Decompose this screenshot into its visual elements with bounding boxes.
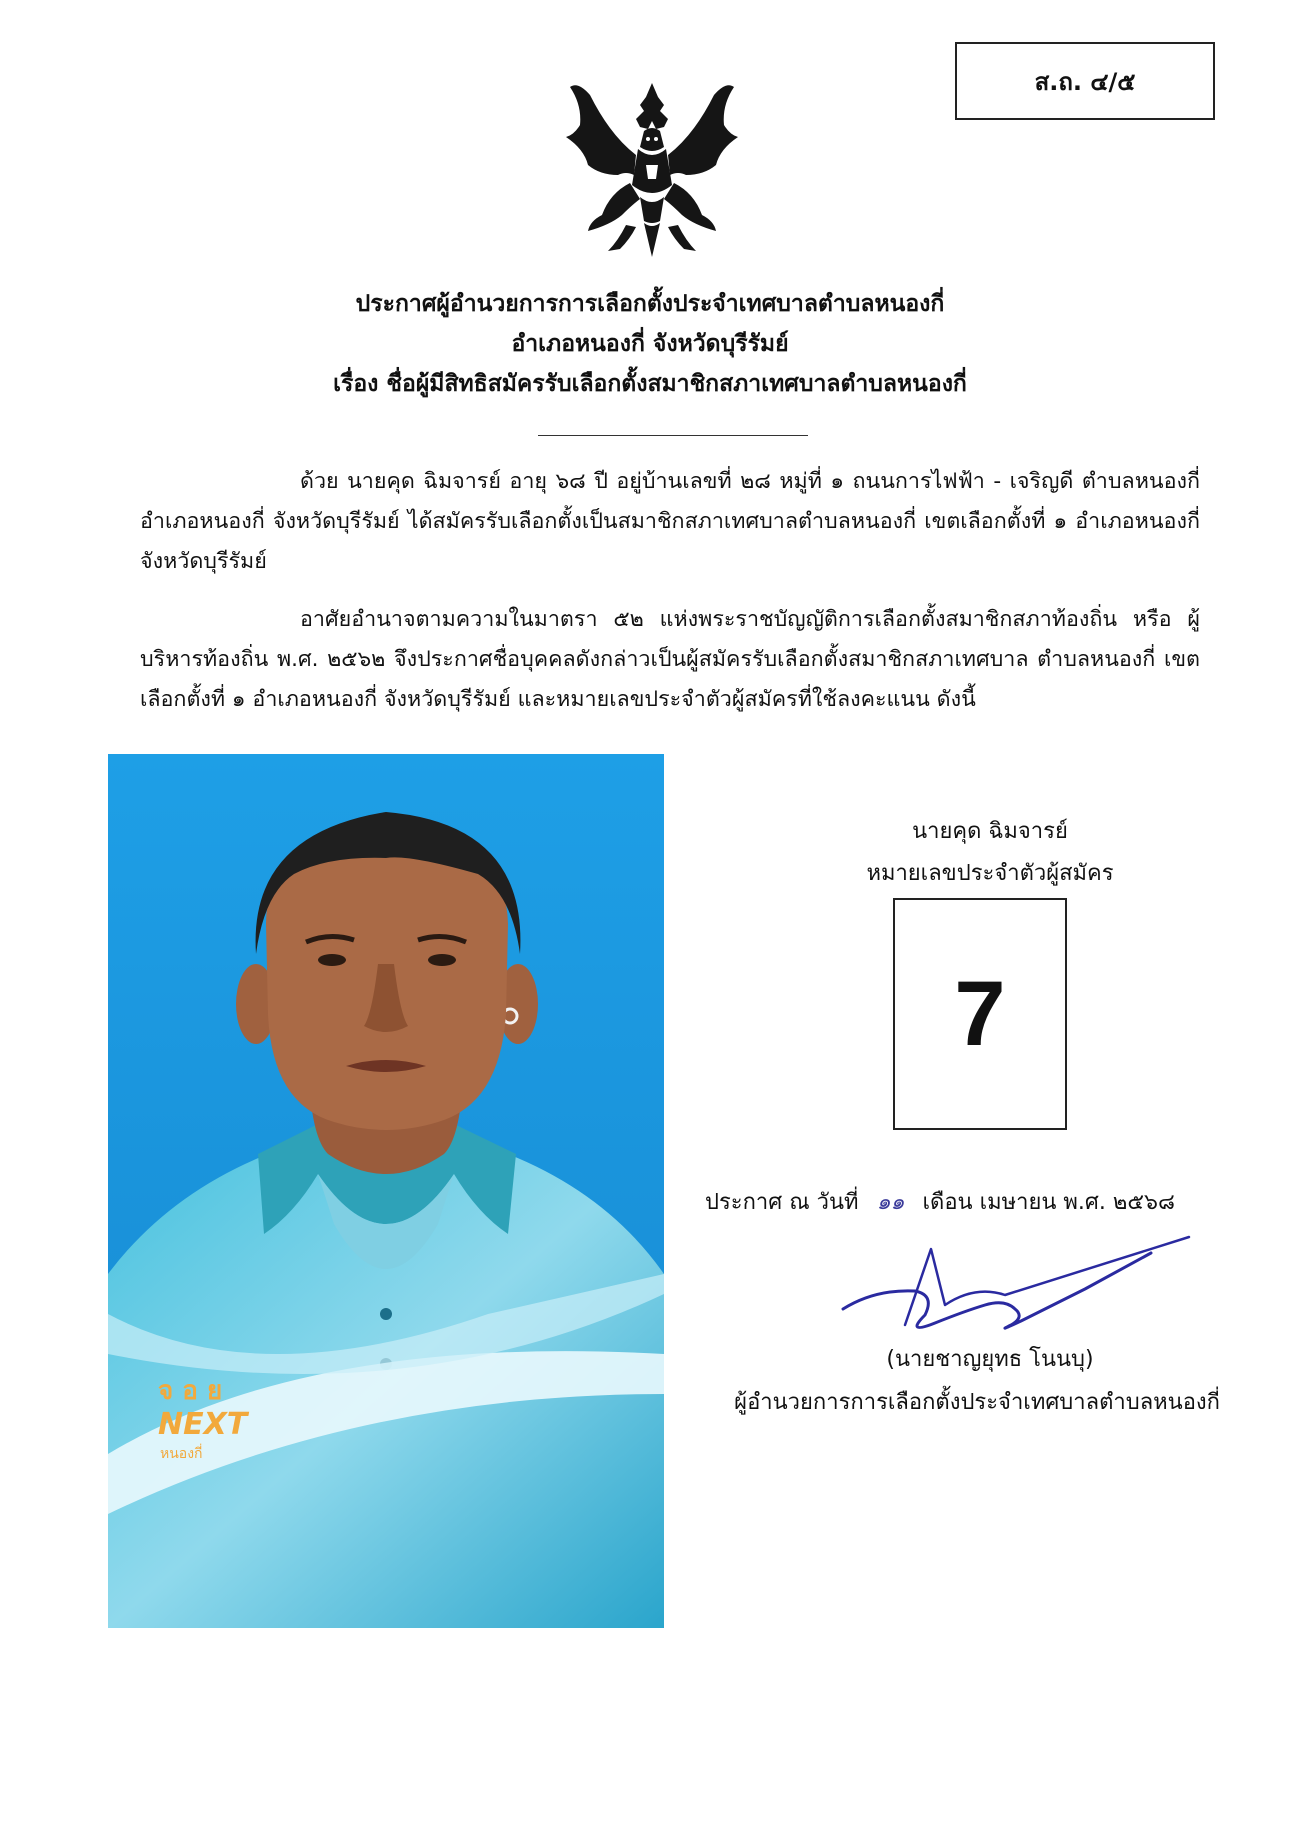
shirt-text-3: หนองกี่ [160, 1446, 203, 1462]
paragraph-2-text: อาศัยอำนาจตามความในมาตรา ๕๒ แห่งพระราชบัญญัติการเลือกตั้งสมาชิกสภาท้องถิ่น หรือ ผู้บริหารท้องถิ่น พ.ศ. ๒๕๖๒ จึงประกาศชื่อบุคคลดังกล่าวเป็นผู้สมัครรับเลือกตั้งสมาชิกสภาเทศบาล ตำบลหนองกี่ เขตเลือกตั้งที่ ๑ อำเภอหนองกี่ จังหวัดบุรีรัมย์ และหมายเลขประจำตัวผู้สมัครที่ใช้ลงคะแนน ดังนี้ [140, 607, 1200, 712]
title-line-3: เรื่อง ชื่อผู้มีสิทธิสมัครรับเลือกตั้งสมาชิกสภาเทศบาลตำบลหนองกี่ [333, 371, 967, 397]
shirt-text-1: จ อ ย [158, 1376, 223, 1406]
announcement-title [150, 284, 1150, 404]
date-suffix: เดือน เมษายน พ.ศ. ๒๕๖๘ [922, 1190, 1175, 1215]
title-line-1: ประกาศผู้อำนวยการการเลือกตั้งประจำเทศบาลตำบลหนองกี่ [355, 291, 945, 317]
date-prefix: ประกาศ ณ วันที่ [705, 1190, 859, 1215]
body-paragraph-2 [140, 600, 1200, 720]
paragraph-1-text: ด้วย นายคุด ฉิมจารย์ อายุ ๖๘ ปี อยู่บ้านเลขที่ ๒๘ หมู่ที่ ๑ ถนนการไฟฟ้า - เจริญดี ตำบลหนองกี่ อำเภอหนองกี่ จังหวัดบุรีรัมย์ ได้สมัครรับเลือกตั้งเป็นสมาชิกสภาเทศบาลตำบลหนองกี่ เขตเลือกตั้งที่ ๑ อำเภอหนองกี่ จังหวัดบุรีรัมย์ [140, 469, 1200, 574]
signature [835, 1225, 1195, 1345]
signer-name: (นายชาญยุทธ โนนบุ) [886, 1347, 1094, 1372]
form-code-box [955, 42, 1215, 120]
title-line-2: อำเภอหนองกี่ จังหวัดบุรีรัมย์ [511, 331, 789, 357]
candidate-number-box [893, 898, 1067, 1130]
garuda-emblem [560, 75, 745, 265]
body-paragraph-1 [140, 462, 1200, 582]
candidate-name: นายคุด ฉิมจารย์ [912, 819, 1068, 844]
form-code: ส.ถ. ๔/๕ [1034, 67, 1136, 96]
announcement-date [705, 1183, 1175, 1223]
candidate-number: 7 [954, 962, 1006, 1065]
date-day: ๑๑ [876, 1190, 905, 1215]
shirt-text-2: NEXT [158, 1407, 248, 1442]
title-divider [538, 435, 808, 436]
candidate-photo [108, 754, 664, 1628]
signer-position: ผู้อำนวยการการเลือกตั้งประจำเทศบาลตำบลหนองกี่ [734, 1390, 1220, 1415]
candidate-number-label: หมายเลขประจำตัวผู้สมัคร [866, 861, 1114, 886]
